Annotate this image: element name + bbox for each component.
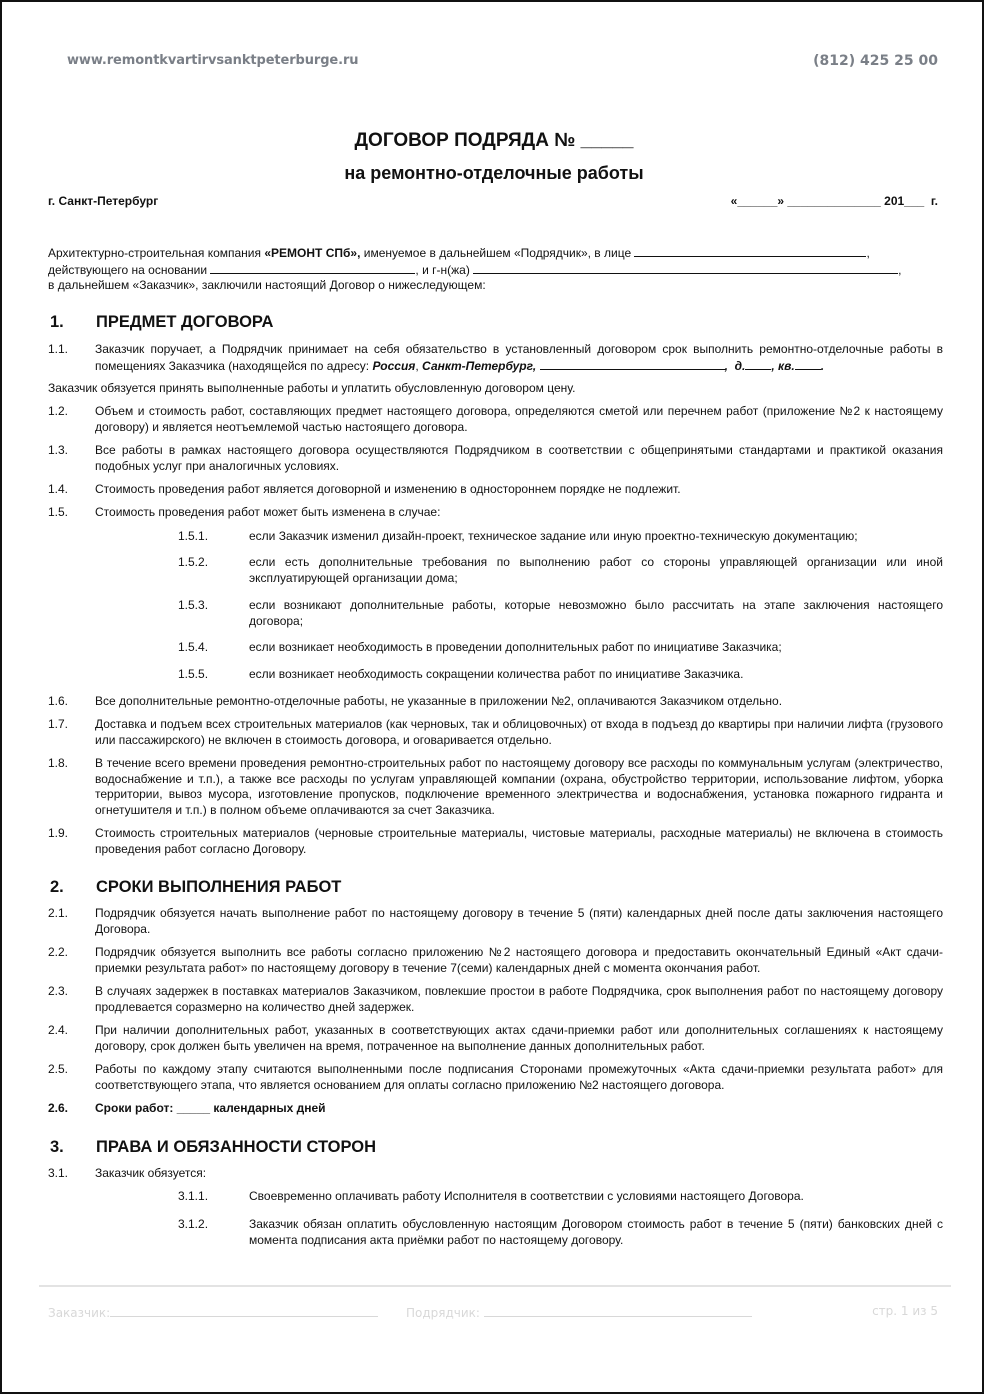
clause-text: В течение всего времени проведения ремонтно-строительных работ по настоящему договору все расходы по коммунальным услугам (электричество, водоснабжение и т.п.), а также все расходы по услугам управляющей компании (охрана, обустройство территории, использование лифтом, уборка территории, вывоз мусора, изготовление пропусков, подключение временного электричества и водоснабжения, установка пожарного гидранта и огнетушителя и т.п.) в полном объеме оплачиваются за счет Заказчика. <box>95 756 943 817</box>
clause-number: 1.1. <box>48 342 69 356</box>
clause-text: Заказчик обязуется: <box>95 1166 207 1180</box>
clause-number: 3.1. <box>48 1166 69 1180</box>
footer-label: Подрядчик: <box>406 1306 480 1320</box>
intro-text: Архитектурно-строительная компания <box>48 246 265 260</box>
clause-text: Подрядчик обязуется выполнить все работы согласно приложению №2 настоящего договора и предоставить окончательный Единый «Акт сдачи-приемки результата работ» по настоящему договору в течение 7(семи) календарных дней с момента окончания работ. <box>95 945 943 975</box>
address-city: Санкт-Петербург, <box>422 358 537 373</box>
clause-1-5-1 <box>178 529 943 545</box>
clause-1-1-continued: Заказчик обязуется принять выполненные работы и уплатить обусловленную договором цену. <box>48 381 576 395</box>
clause-1-5-2 <box>178 555 943 586</box>
clause-1-2 <box>48 404 943 435</box>
intro-text: именуемое в дальнейшем «Подрядчик», в лице <box>360 246 635 260</box>
clause-number: 1.5. <box>48 505 69 519</box>
clause-number: 3.1.1. <box>178 1189 209 1203</box>
clause-text: Сроки работ: _____ календарных дней <box>95 1101 326 1115</box>
header-phone: (812) 425 25 00 <box>813 53 938 69</box>
clause-text: Доставка и подъем всех строительных материалов (как черновых, так и облицовочных) от входа в подъезд до квартиры при наличии лифта (грузового или пассажирского) не включен в стоимость договора, и оговаривается отдельно. <box>95 717 943 747</box>
clause-1-1: 1.1. Заказчик поручает, а Подрядчик принимает на себя обязательство в установленный договором срок выполнить ремонтно-отделочные работы в помещениях Заказчика (находящейся по адресу: Россия, Санкт-Петербург, , д. , кв. . <box>48 342 943 373</box>
clause-text: если возникает необходимость в проведении дополнительных работ по инициативе Заказчика; <box>249 640 782 654</box>
intro-text: в дальнейшем «Заказчик», заключили настоящий Договор о нижеследующем: <box>48 278 486 292</box>
address-flat: кв. <box>778 358 795 373</box>
section-heading-3 <box>50 1138 376 1157</box>
clause-1-5-5 <box>178 667 943 683</box>
clause-1-4 <box>48 482 943 498</box>
clause-number: 1.6. <box>48 694 69 708</box>
house-blank <box>745 358 771 370</box>
clause-text: Объем и стоимость работ, составляющих предмет настоящего договора, определяются сметой или перечнем работ (приложение №2 к настоящему договору) и является неотъемлемой частью настоящего договора. <box>95 404 943 434</box>
intro-text: действующего на основании <box>48 262 211 277</box>
clause-text: если возникает необходимость сокращении количества работ по инициативе Заказчика. <box>249 667 744 681</box>
clause-text: если есть дополнительные требования по выполнению работ со стороны управляющей организации или иной эксплуатирующей организации дома; <box>249 555 943 585</box>
clause-number: 1.7. <box>48 717 69 731</box>
clause-text: Стоимость проведения работ может быть изменена в случае: <box>95 505 441 519</box>
clause-1-5-3 <box>178 598 943 629</box>
clause-text: Работы по каждому этапу считаются выполненными после подписания Сторонами промежуточных «Акта сдачи-приемки результата работ» для соответствующего этапа, что является основанием для оплаты согласно приложению №2 настоящего договора. <box>95 1062 943 1092</box>
clause-number: 1.5.1. <box>178 529 209 543</box>
clause-number: 1.5.3. <box>178 598 209 612</box>
clause-text: если Заказчик изменил дизайн-проект, техническое задание или иную проектно-техническую документацию; <box>249 529 858 543</box>
footer-customer-signature <box>48 1304 378 1320</box>
clause-text: В случаях задержек в поставках материалов Заказчиком, повлекшие простои в работе Подрядчика, срок выполнения работ по настоящему договору продлевается соразмерно на количество дней задержек. <box>95 984 943 1014</box>
clause-text: Заказчик поручает, а Подрядчик принимает на себя обязательство в установленный договором срок выполнить ремонтно-отделочные работы в помещениях Заказчика (находящейся по адресу: <box>95 342 943 373</box>
clause-number: 1.4. <box>48 482 69 496</box>
clause-number: 2.1. <box>48 906 69 920</box>
clause-number: 2.6. <box>48 1101 69 1115</box>
clause-text: Своевременно оплачивать работу Исполнителя в соответствии с условиями настоящего Договора. <box>249 1189 804 1203</box>
document-title: ДОГОВОР ПОДРЯДА № _____ <box>354 130 634 151</box>
clause-number: 1.2. <box>48 404 69 418</box>
clause-1-9 <box>48 826 943 857</box>
clause-number: 1.5.5. <box>178 667 209 681</box>
footer-divider <box>39 1285 951 1287</box>
clause-1-3 <box>48 443 943 474</box>
address-house: д. <box>734 358 746 373</box>
section-title: СРОКИ ВЫПОЛНЕНИЯ РАБОТ <box>96 878 342 896</box>
section-number: 3. <box>50 1138 64 1156</box>
header-website[interactable]: www.remontkvartirvsanktpeterburge.ru <box>67 53 359 68</box>
clause-number: 1.5.2. <box>178 555 209 569</box>
address-country: Россия <box>372 358 416 373</box>
document-subtitle: на ремонтно-отделочные работы <box>344 163 644 183</box>
flat-blank <box>795 358 821 370</box>
clause-number: 1.8. <box>48 756 69 770</box>
clause-number: 1.3. <box>48 443 69 457</box>
clause-number: 1.5.4. <box>178 640 209 654</box>
page-number: стр. 1 из 5 <box>872 1304 938 1318</box>
clause-text: если возникают дополнительные работы, которые невозможно было рассчитать на этапе заключения настоящего договора; <box>249 598 943 628</box>
customer-name-blank <box>473 262 898 274</box>
clause-number: 2.5. <box>48 1062 69 1076</box>
clause-3-1 <box>48 1166 943 1182</box>
clause-number: 1.9. <box>48 826 69 840</box>
clause-1-6 <box>48 694 943 710</box>
signature-blank <box>110 1304 378 1317</box>
clause-2-4 <box>48 1023 943 1054</box>
clause-number: 2.2. <box>48 945 69 959</box>
section-heading-2 <box>50 878 341 897</box>
clause-number: 3.1.2. <box>178 1217 209 1231</box>
clause-text: При наличии дополнительных работ, указанных в соответствующих актах сдачи-приемки работ или дополнительных соглашениях к настоящему договору, срок должен быть увеличен на время, потраченное на выполнение данных дополнительных работ. <box>95 1023 943 1053</box>
clause-1-7 <box>48 717 943 748</box>
footer-contractor-signature <box>406 1304 752 1320</box>
intro-text: , и г-н(жа) <box>415 262 474 277</box>
clause-2-6 <box>48 1101 943 1117</box>
section-title: ПРАВА И ОБЯЗАННОСТИ СТОРОН <box>96 1138 377 1156</box>
section-title: ПРЕДМЕТ ДОГОВОРА <box>96 313 274 331</box>
clause-text: Все работы в рамках настоящего договора осуществляются Подрядчиком в соответствии с общепринятыми стандартами и практикой оказания подобных услуг при аналогичных условиях. <box>95 443 943 473</box>
clause-1-8 <box>48 756 943 818</box>
intro-paragraph: Архитектурно-строительная компания «РЕМОНТ СПб», именуемое в дальнейшем «Подрядчик», в лице , действующего на основании , и г-н(жа) , в дальнейшем «Заказчик», заключили настоящий Договор о нижеследующем: <box>48 245 938 294</box>
street-blank <box>540 358 725 370</box>
contract-place: г. Санкт-Петербург <box>48 194 159 208</box>
clause-2-5 <box>48 1062 943 1093</box>
clause-text: Подрядчик обязуется начать выполнение работ по настоящему договору в течение 5 (пяти) календарных дней после даты заключения настоящего Договора. <box>95 906 943 936</box>
company-name: «РЕМОНТ СПб», <box>264 246 361 260</box>
clause-2-3 <box>48 984 943 1015</box>
clause-3-1-1 <box>178 1189 943 1205</box>
clause-2-2 <box>48 945 943 976</box>
footer-label: Заказчик: <box>48 1306 111 1320</box>
clause-number: 2.4. <box>48 1023 69 1037</box>
section-heading-1 <box>50 313 273 332</box>
clause-3-1-2 <box>178 1217 943 1248</box>
clause-text: Стоимость строительных материалов (черновые строительные материалы, чистовые материалы, расходные материалы) не включена в стоимость проведения работ согласно Договору. <box>95 826 943 856</box>
signature-blank <box>484 1304 752 1317</box>
clause-text: Стоимость проведения работ является договорной и изменению в одностороннем порядке не подлежит. <box>95 482 681 496</box>
basis-blank <box>210 262 415 274</box>
section-number: 1. <box>50 313 64 331</box>
clause-1-5-4 <box>178 640 943 656</box>
clause-text: Заказчик обязан оплатить обусловленную настоящим Договором стоимость работ в течение 5 (пяти) банковских дней с момента подписания акта приёмки работ по настоящему договору. <box>249 1217 943 1247</box>
representative-blank <box>634 245 866 257</box>
clause-2-1 <box>48 906 943 937</box>
section-number: 2. <box>50 878 64 896</box>
clause-number: 2.3. <box>48 984 69 998</box>
clause-1-5 <box>48 505 943 521</box>
clause-text: Все дополнительные ремонтно-отделочные работы, не указанные в приложении №2, оплачиваются Заказчиком отдельно. <box>95 694 783 708</box>
contract-date: «______» ______________ 201___ г. <box>730 194 938 208</box>
